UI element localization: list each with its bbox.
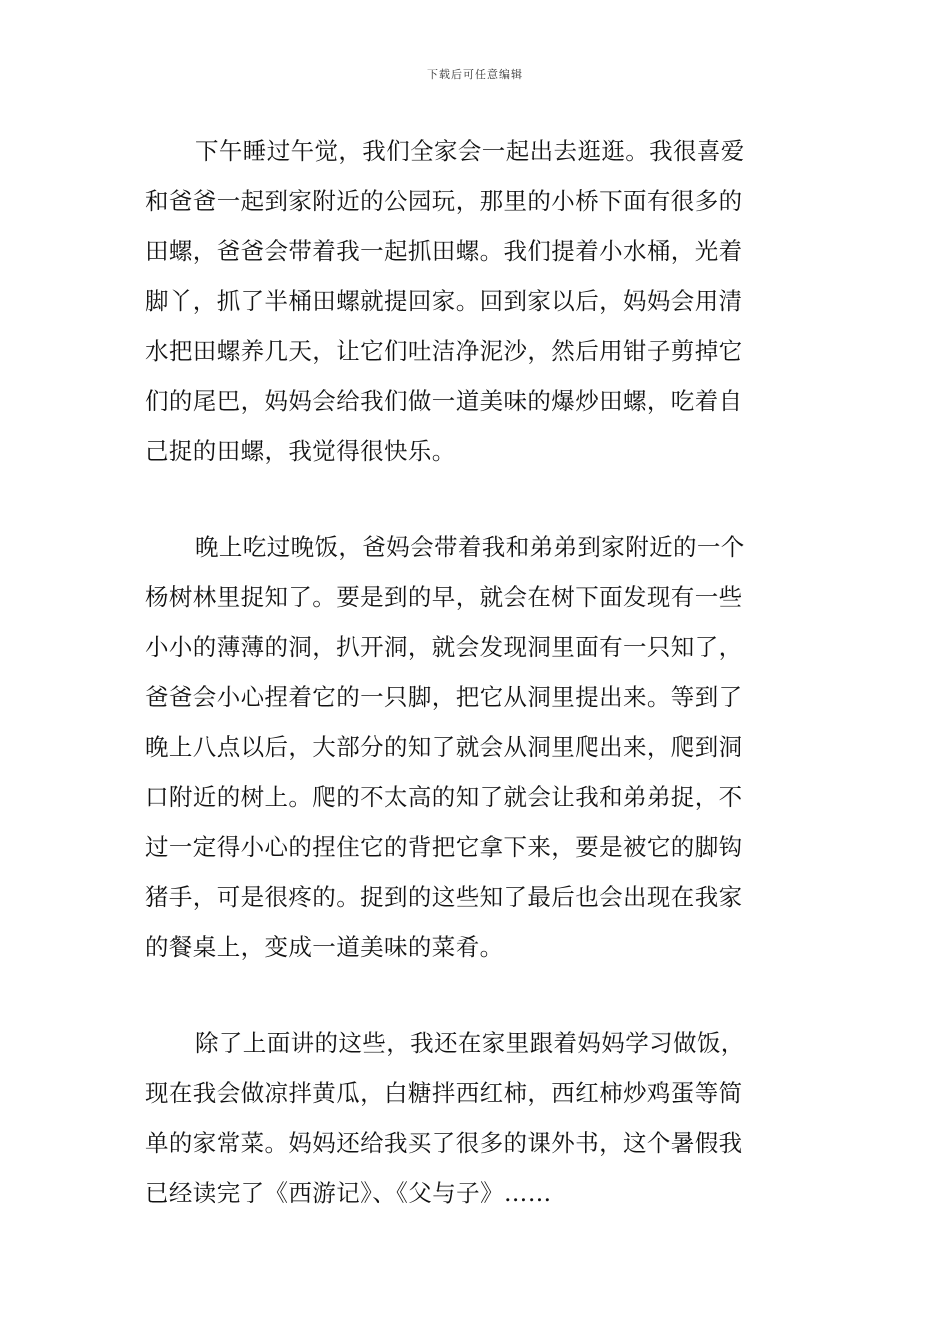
paragraph-line: 晚上吃过晚饭，爸妈会带着我和弟弟到家附近的一个	[195, 533, 745, 561]
paragraph-afternoon	[145, 126, 807, 476]
paragraph-line: 田螺，爸爸会带着我一起抓田螺。我们提着小水桶，光着	[145, 237, 743, 265]
paragraph-line: 水把田螺养几天，让它们吐洁净泥沙，然后用钳子剪掉它	[145, 337, 743, 365]
paragraph-line: 现在我会做凉拌黄瓜，白糖拌西红柿，西红柿炒鸡蛋等简	[145, 1079, 743, 1107]
paragraph-line: 小小的薄薄的洞，扒开洞，就会发现洞里面有一只知了，	[145, 633, 743, 661]
page-header-note: 下载后可任意编辑	[427, 68, 523, 81]
paragraph-line: 除了上面讲的这些，我还在家里跟着妈妈学习做饭，	[195, 1029, 745, 1057]
paragraph-line: 们的尾巴，妈妈会给我们做一道美味的爆炒田螺，吃着自	[145, 387, 743, 415]
paragraph-line: 的餐桌上，变成一道美味的菜肴。	[145, 933, 504, 961]
paragraph-line: 和爸爸一起到家附近的公园玩，那里的小桥下面有很多的	[145, 187, 743, 215]
paragraph-line: 晚上八点以后，大部分的知了就会从洞里爬出来，爬到洞	[145, 733, 743, 761]
paragraph-line: 过一定得小心的捏住它的背把它拿下来，要是被它的脚钩	[145, 833, 743, 861]
paragraph-line: 已经读完了《西游记》、《父与子》……	[145, 1179, 552, 1207]
paragraph-line: 杨树林里捉知了。要是到的早，就会在树下面发现有一些	[145, 583, 743, 611]
paragraph-evening	[145, 522, 807, 972]
paragraph-line: 己捉的田螺，我觉得很快乐。	[145, 437, 456, 465]
paragraph-line: 下午睡过午觉，我们全家会一起出去逛逛。我很喜爱	[195, 137, 745, 165]
paragraph-line: 猪手，可是很疼的。捉到的这些知了最后也会出现在我家	[145, 883, 743, 911]
paragraph-line: 单的家常菜。妈妈还给我买了很多的课外书，这个暑假我	[145, 1129, 743, 1157]
paragraph-line: 爸爸会小心捏着它的一只脚，把它从洞里提出来。等到了	[145, 683, 743, 711]
paragraph-line: 口附近的树上。爬的不太高的知了就会让我和弟弟捉，不	[145, 783, 743, 811]
paragraph-line: 脚丫，抓了半桶田螺就提回家。回到家以后，妈妈会用清	[145, 287, 743, 315]
paragraph-other-activities	[145, 1018, 807, 1218]
